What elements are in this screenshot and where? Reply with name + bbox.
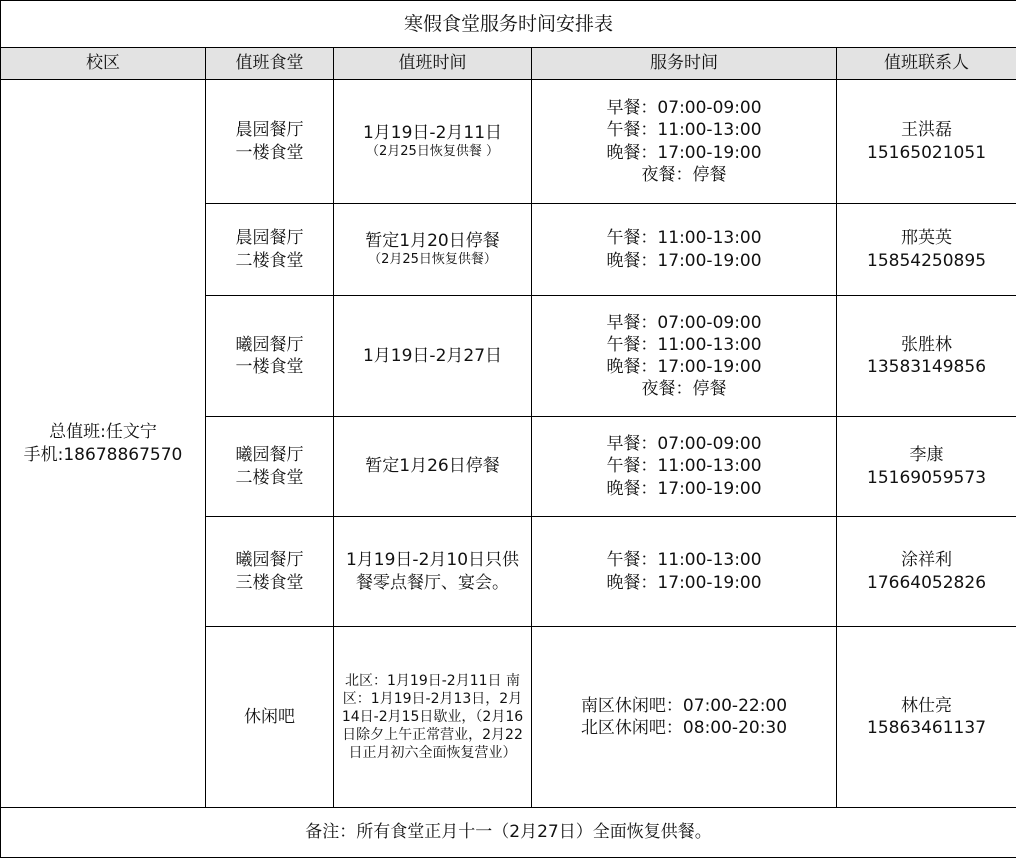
service-line: 晚餐：17:00-19:00	[606, 142, 762, 163]
service-time-cell	[532, 627, 837, 808]
duty-time-cell	[334, 80, 532, 204]
duty-time: 暂定1月20日停餐	[365, 231, 500, 251]
contact-cell	[837, 80, 1016, 204]
duty-note: （2月25日恢复供餐）	[368, 252, 497, 268]
contact-cell	[837, 204, 1016, 296]
service-line: 午餐：11:00-13:00	[606, 550, 762, 571]
service-line: 午餐：11:00-13:00	[606, 334, 762, 355]
duty-time-cell	[334, 517, 532, 627]
duty-time: 1月19日-2月10日只供餐零点餐厅、宴会。	[345, 550, 520, 593]
table-row	[1, 80, 1016, 204]
campus-duty: 总值班:任文宁	[49, 422, 157, 443]
service-line: 夜餐：停餐	[641, 164, 727, 185]
service-line: 午餐：11:00-13:00	[606, 120, 762, 141]
canteen-cell	[206, 80, 334, 204]
note: 备注：所有食堂正月十一（2月27日）全面恢复供餐。	[1, 808, 1016, 858]
contact-cell	[837, 517, 1016, 627]
contact-cell	[837, 627, 1016, 808]
contact-name: 李康	[909, 445, 944, 466]
header-canteen: 值班食堂	[206, 48, 334, 80]
canteen-cell	[206, 296, 334, 417]
service-line: 北区休闲吧：08:00-20:30	[580, 718, 788, 738]
canteen-cell	[206, 417, 334, 517]
canteen-name: 曦园餐厅	[235, 445, 304, 466]
service-line: 晚餐：17:00-19:00	[606, 478, 762, 499]
contact-name: 王洪磊	[901, 120, 953, 141]
duty-time: 1月19日-2月27日	[362, 345, 503, 366]
canteen-name: 晨园餐厅	[235, 228, 304, 249]
service-line: 晚餐：17:00-19:00	[606, 250, 762, 271]
canteen-name: 晨园餐厅	[235, 120, 304, 141]
contact-name: 邢英英	[901, 228, 953, 249]
contact-phone: 13583149856	[867, 357, 987, 377]
service-time-cell	[532, 417, 837, 517]
service-line: 午餐：11:00-13:00	[606, 228, 762, 249]
canteen-floor: 三楼食堂	[235, 572, 304, 593]
contact-phone: 17664052826	[867, 572, 987, 593]
canteen-floor: 二楼食堂	[235, 250, 304, 271]
canteen-name: 休闲吧	[244, 706, 295, 727]
campus-cell	[1, 80, 206, 808]
duty-time: 北区：1月19日-2月11日 南区：1月19日-2月13日，2月14日-2月15日歇业，（2月16日除夕上午正常营业，2月22日正月初六全面恢复营业）	[341, 672, 524, 762]
duty-time-cell	[334, 204, 532, 296]
contact-phone: 15165021051	[867, 142, 987, 163]
canteen-cell	[206, 204, 334, 296]
canteen-floor: 二楼食堂	[235, 467, 304, 488]
duty-time-cell	[334, 417, 532, 517]
service-line: 早餐：07:00-09:00	[606, 312, 762, 333]
duty-note: （2月25日恢复供餐 ）	[366, 144, 499, 160]
contact-name: 张胜林	[901, 334, 953, 355]
service-time-cell	[532, 517, 837, 627]
service-time-cell	[532, 204, 837, 296]
service-line: 午餐：11:00-13:00	[606, 456, 762, 477]
contact-name: 林仕亮	[901, 695, 953, 716]
header-duty-time: 值班时间	[334, 48, 532, 80]
header-campus: 校区	[1, 48, 206, 80]
canteen-floor: 一楼食堂	[235, 142, 304, 163]
contact-name: 涂祥利	[901, 550, 953, 571]
contact-cell	[837, 296, 1016, 417]
service-line: 晚餐：17:00-19:00	[606, 357, 762, 377]
contact-phone: 15863461137	[867, 718, 987, 738]
duty-time-cell	[334, 296, 532, 417]
contact-phone: 15854250895	[867, 250, 987, 271]
service-line: 早餐：07:00-09:00	[606, 434, 762, 455]
service-line: 晚餐：17:00-19:00	[606, 572, 762, 593]
service-line: 夜餐：停餐	[641, 379, 727, 400]
header-contact: 值班联系人	[837, 48, 1016, 80]
service-time-cell	[532, 80, 837, 204]
canteen-floor: 一楼食堂	[235, 357, 304, 377]
canteen-name: 曦园餐厅	[235, 334, 304, 355]
contact-phone: 15169059573	[867, 467, 987, 488]
canteen-cell	[206, 517, 334, 627]
canteen-name: 曦园餐厅	[235, 550, 304, 571]
canteen-cell	[206, 627, 334, 808]
service-time-cell	[532, 296, 837, 417]
service-line: 早餐：07:00-09:00	[606, 98, 762, 119]
contact-cell	[837, 417, 1016, 517]
service-line: 南区休闲吧：07:00-22:00	[580, 695, 788, 716]
duty-time-cell	[334, 627, 532, 808]
campus-phone: 手机:18678867570	[23, 444, 183, 465]
header-row	[1, 48, 1016, 80]
duty-time: 暂定1月26日停餐	[365, 456, 500, 477]
table-title: 寒假食堂服务时间安排表	[1, 1, 1016, 48]
header-service-time: 服务时间	[532, 48, 837, 80]
duty-time: 1月19日-2月11日	[362, 123, 503, 143]
